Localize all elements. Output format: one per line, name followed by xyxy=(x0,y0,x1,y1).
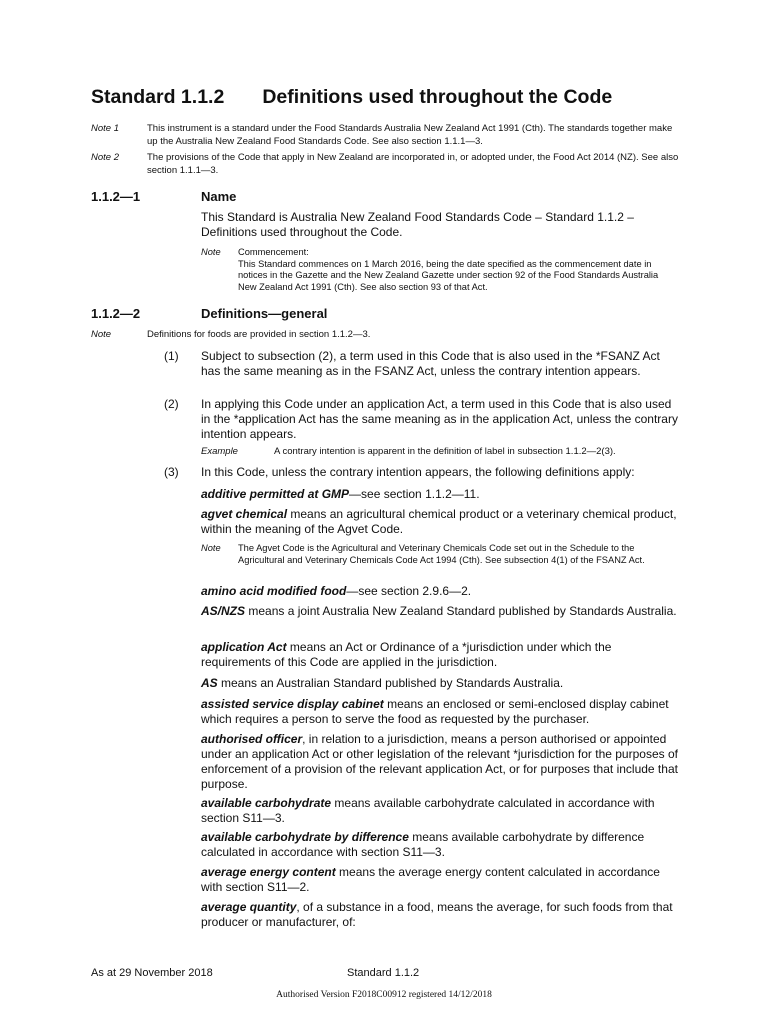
note-2 xyxy=(91,152,681,177)
definition xyxy=(201,830,681,860)
note-label: Note xyxy=(91,329,112,340)
definition xyxy=(201,584,681,599)
definition-term: average quantity xyxy=(201,900,297,914)
definition-term: AS xyxy=(201,676,218,690)
definition-term: AS/NZS xyxy=(201,604,246,618)
subsection-text: In this Code, unless the contrary intention appears, the following definitions apply: xyxy=(201,465,635,479)
definition xyxy=(201,900,681,930)
definition-text: —see section 1.1.2—11. xyxy=(349,487,480,501)
subsection-number: (2) xyxy=(164,397,179,411)
note-heading: Commencement: xyxy=(238,247,309,257)
example xyxy=(201,446,681,458)
page-title xyxy=(91,86,612,109)
definition xyxy=(201,604,681,619)
note-text: The Agvet Code is the Agricultural and Veterinary Chemicals Code set out in the Schedule to the Agricultural and Veterinary Chemicals Code Act 1994 (Cth). See subsection 4(1) of the FSANZ Act. xyxy=(238,543,645,565)
section-number: 1.1.2—1 xyxy=(91,189,141,204)
definition-term: additive permitted at GMP xyxy=(201,487,350,501)
note-label: Note xyxy=(201,247,221,257)
note-text: Definitions for foods are provided in section 1.1.2—3. xyxy=(147,329,371,340)
section-title: Name xyxy=(201,189,237,204)
definitions-note xyxy=(91,329,681,342)
note-text: The provisions of the Code that apply in New Zealand are incorporated in, or adopted under, the Food Act 2014 (NZ). See also section 1.1.1—3. xyxy=(147,152,679,176)
standard-number: Standard 1.1.2 xyxy=(91,86,225,108)
definition xyxy=(201,507,681,537)
definition-text: means an agricultural chemical product or a veterinary chemical product, within the meaning of the Agvet Code. xyxy=(201,507,677,536)
definition-text: , of a substance in a food, means the average, for such foods from that producer or manufacturer, of: xyxy=(201,900,673,929)
section-title: Definitions—general xyxy=(201,306,328,321)
note-label: Note 1 xyxy=(91,123,119,134)
definition-term: agvet chemical xyxy=(201,507,288,521)
subsection-text: In applying this Code under an application Act, a term used in this Code that is also used in the *application Act has the same meaning as in the application Act, unless the contrary intention appears. xyxy=(201,397,678,441)
definition-term: amino acid modified food xyxy=(201,584,347,598)
footer-standard: Standard 1.1.2 xyxy=(347,967,420,979)
note-1 xyxy=(91,123,681,148)
definition xyxy=(201,796,681,826)
authorised-version: Authorised Version F2018C00912 registered 14/12/2018 xyxy=(276,990,492,1000)
section-text: This Standard is Australia New Zealand Food Standards Code – Standard 1.1.2 – Definitions used throughout the Code. xyxy=(201,210,634,239)
definition-text: —see section 2.9.6—2. xyxy=(346,584,472,598)
definition xyxy=(201,487,681,502)
definition-term: available carbohydrate by difference xyxy=(201,830,409,844)
definition-text: , in relation to a jurisdiction, means a person authorised or appointed under an application Act or other legislation of the relevant *jurisdiction for the purposes of enforcement of a provision of the relevant application Act, or for purposes that include that purpose. xyxy=(201,732,678,791)
definition-term: average energy content xyxy=(201,865,336,879)
definition xyxy=(201,640,681,670)
commencement-note xyxy=(201,247,671,293)
definition xyxy=(201,732,681,792)
example-text: A contrary intention is apparent in the definition of label in subsection 1.1.2—2(3). xyxy=(274,446,616,457)
definition-text: means an enclosed or semi-enclosed display cabinet which requires a person to serve the food as requested by the purchaser. xyxy=(201,697,669,726)
section-number: 1.1.2—2 xyxy=(91,306,141,321)
definition-term: available carbohydrate xyxy=(201,796,332,810)
definition-text: means an Act or Ordinance of a *jurisdiction under which the requirements of this Code are applied in the jurisdiction. xyxy=(201,640,612,669)
agvet-note xyxy=(201,543,671,566)
definition-text: means the average energy content calculated in accordance with section S11—2. xyxy=(201,865,660,894)
standard-title: Definitions used throughout the Code xyxy=(262,86,613,108)
footer-date: As at 29 November 2018 xyxy=(91,967,213,979)
note-text: This instrument is a standard under the Food Standards Australia New Zealand Act 1991 (Cth). The standards together make up the Australia New Zealand Food Standards Code. See also section 1.1.1—3. xyxy=(147,123,673,147)
definition xyxy=(201,697,681,727)
definition-term: assisted service display cabinet xyxy=(201,697,384,711)
definition-text: means available carbohydrate by difference calculated in accordance with section S11—3. xyxy=(201,830,645,859)
definition xyxy=(201,865,681,895)
definition-term: application Act xyxy=(201,640,287,654)
subsection-text: Subject to subsection (2), a term used in this Code that is also used in the *FSANZ Act has the same meaning as in the FSANZ Act, unless the contrary intention appears. xyxy=(201,349,660,378)
subsection-number: (3) xyxy=(164,465,179,479)
definition xyxy=(201,676,681,691)
note-text: This Standard commences on 1 March 2016, being the date specified as the commencement date in notices in the Gazette and the New Zealand Gazette under section 92 of the Food Standards Australia New Zealand Act 1991 (Cth). See also section 93 of that Act. xyxy=(238,258,659,292)
definition-text: means a joint Australia New Zealand Standard published by Standards Australia. xyxy=(245,604,677,618)
example-label: Example xyxy=(201,446,238,457)
note-label: Note 2 xyxy=(91,152,119,163)
subsection-number: (1) xyxy=(164,349,179,363)
definition-term: authorised officer xyxy=(201,732,303,746)
definition-text: means available carbohydrate calculated in accordance with section S11—3. xyxy=(201,796,655,825)
note-label: Note xyxy=(201,543,221,553)
definition-text: means an Australian Standard published by Standards Australia. xyxy=(217,676,564,690)
